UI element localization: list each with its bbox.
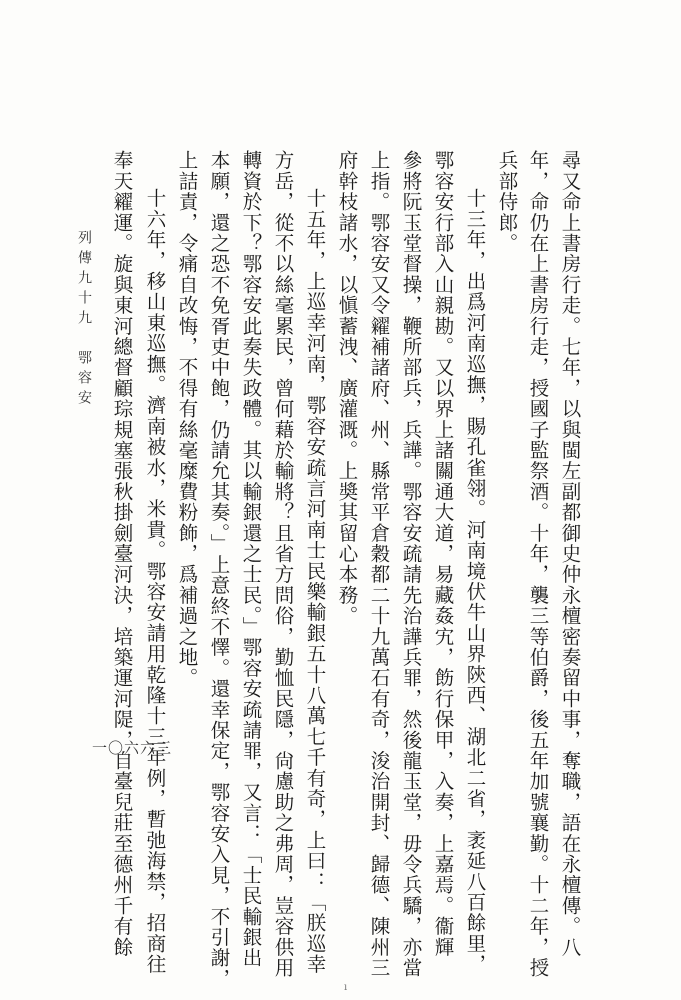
text-column-7: 上指。鄂容安又令糴補諸府、州、縣常平倉穀都二十九萬石有奇，浚治開封、歸德、陳州三 (367, 150, 391, 978)
text-column-8: 府幹枝諸水，以愼蓄洩、廣灌溉。上奬其留心本務。 (335, 150, 359, 627)
running-header-chapter: 列傳九十九 (76, 230, 92, 330)
text-column-10: 方岳，從不以絲毫累民，曾何藉於輸將？且省方問俗，勤恤民隱，尙慮助之弗周，豈容供用 (271, 150, 295, 978)
footer-mark: ı (344, 982, 348, 993)
text-column-9: 十五年，上巡幸河南，鄂容安疏言河南士民樂輸銀五十八萬七千有奇，上曰：「朕巡幸 (303, 188, 327, 975)
text-column-14: 十六年，移山東巡撫。濟南被水，米貴。鄂容安請用乾隆十三年例，暫弛海禁，招商往 (143, 188, 167, 975)
text-column-11: 轉資於下？鄂容安此奏失政體。其以輸銀還之士民。」鄂容安疏請罪，又言：「士民輸銀出 (239, 150, 263, 969)
text-column-1: 尋又命上書房行走。七年，以與閩左副都御史仲永檀密奏留中事，奪職，語在永檀傳。八 (558, 150, 582, 958)
page-number: 一〇六六三 (92, 739, 173, 757)
text-column-2: 年，命仍在上書房行走，授國子監祭酒。十年，襲三等伯爵，後五年加號襄勤。十二年，授 (526, 150, 550, 978)
text-column-13: 上詰責，令痛自改悔，不得有絲毫糜費粉飾，爲補過之地。 (175, 150, 199, 689)
text-column-4: 十三年，出爲河南巡撫，賜孔雀翎。河南境伏牛山界陝西、湖北二省，袤延八百餘里， (463, 188, 487, 975)
text-column-5: 鄂容安行部入山親勘。又以界上諸關通大道，易藏姦宄，飭行保甲，入奏，上嘉焉。衞輝 (431, 150, 455, 958)
text-column-12: 本願，還之恐不免胥吏中飽，仍請允其奏。」上意終不懌。還幸保定，鄂容安入見，不引謝， (207, 150, 231, 989)
text-column-15: 奉天糴運。旋與東河總督顧琮規塞張秋掛劍臺河決，培築運河隄，自臺兒莊至德州千有餘 (110, 150, 134, 958)
text-column-6: 參將阮玉堂督操，鞭所部兵，兵譁。鄂容安疏請先治譁兵罪，然後龍玉堂，毋令兵驕，亦當 (399, 150, 423, 978)
text-column-3: 兵部侍郎。 (495, 150, 519, 254)
running-header-subject: 鄂容安 (76, 350, 92, 410)
